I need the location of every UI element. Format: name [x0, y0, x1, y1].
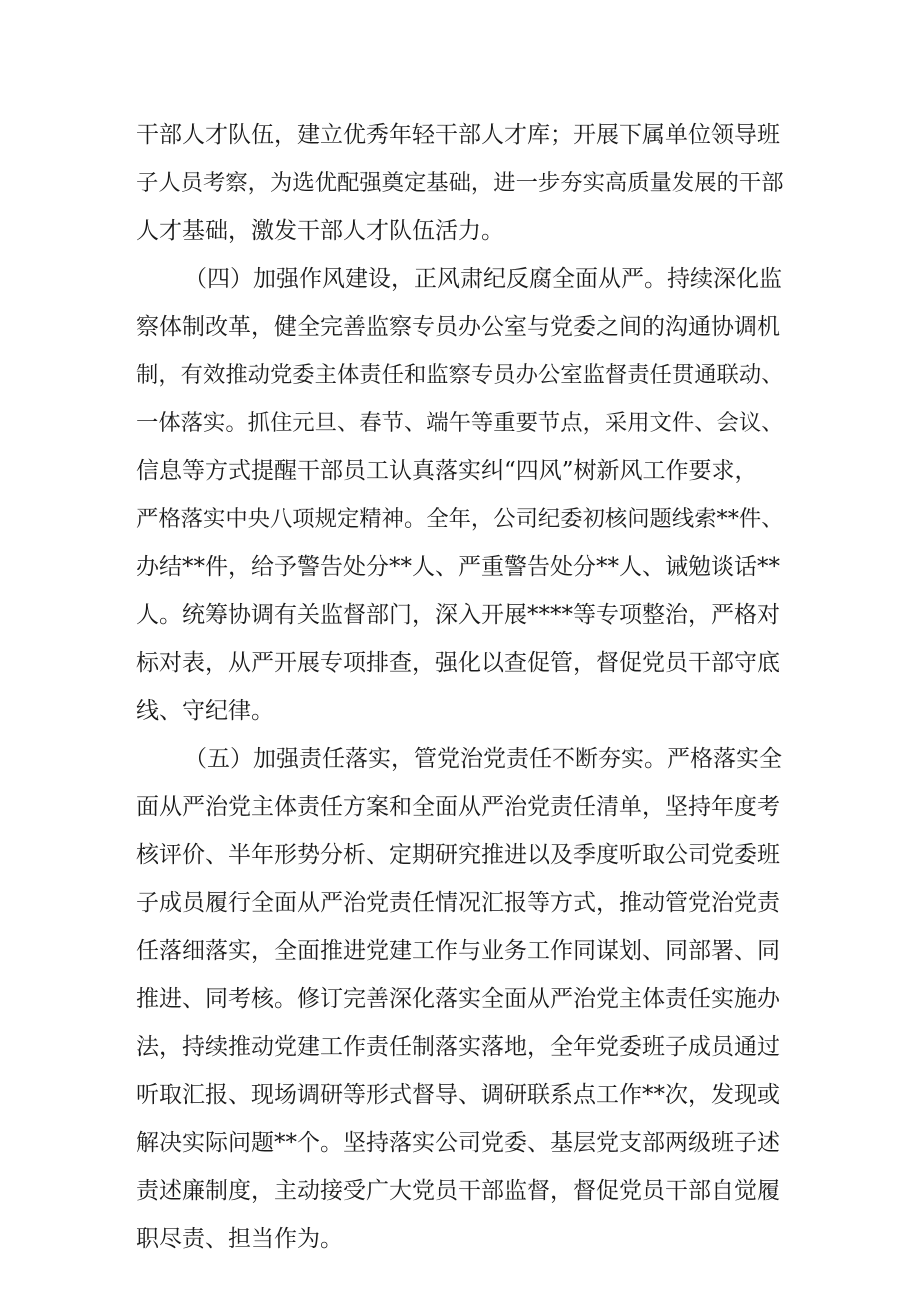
text-line: 子成员履行全面从严治党责任情况汇报等方式，推动管党治党责	[136, 890, 780, 916]
text-line: 人。统筹协调有关监督部门，深入开展****等专项整治，严格对	[136, 602, 780, 628]
text-line: 听取汇报、现场调研等形式督导、调研联系点工作**次，发现或	[136, 1082, 780, 1108]
text-line: 法，持续推动党建工作责任制落实落地，全年党委班子成员通过	[136, 1034, 780, 1060]
text-line: 一体落实。抓住元旦、春节、端午等重要节点，采用文件、会议、	[136, 410, 784, 436]
text-line: 办结**件，给予警告处分**人、严重警告处分**人、诫勉谈话**	[136, 554, 780, 580]
section-heading-four: （四）加强作风建设，正风肃纪反腐全面从严。持续深化监	[184, 266, 782, 292]
section-heading-five: （五）加强责任落实，管党治党责任不断夯实。严格落实全	[184, 746, 782, 772]
text-line: 制，有效推动党委主体责任和监察专员办公室监督责任贯通联动、	[136, 362, 784, 388]
text-line: 信息等方式提醒干部员工认真落实纠“四风”树新风工作要求，	[136, 458, 758, 484]
text-line: 推进、同考核。修订完善深化落实全面从严治党主体责任实施办	[136, 986, 780, 1012]
text-line: 人才基础，激发干部人才队伍活力。	[136, 218, 504, 244]
text-line: 面从严治党主体责任方案和全面从严治党责任清单，坚持年度考	[136, 794, 780, 820]
text-line: 线、守纪律。	[136, 698, 274, 724]
text-line: 解决实际问题**个。坚持落实公司党委、基层党支部两级班子述	[136, 1130, 780, 1156]
text-line: 任落细落实，全面推进党建工作与业务工作同谋划、同部署、同	[136, 938, 780, 964]
text-line: 严格落实中央八项规定精神。全年，公司纪委初核问题线索**件、	[136, 506, 784, 532]
text-line: 职尽责、担当作为。	[136, 1226, 343, 1252]
text-line: 子人员考察，为选优配强奠定基础，进一步夯实高质量发展的干部	[136, 170, 784, 196]
text-line: 核评价、半年形势分析、定期研究推进以及季度听取公司党委班	[136, 842, 780, 868]
text-line: 干部人才队伍，建立优秀年轻干部人才库；开展下属单位领导班	[136, 122, 780, 148]
text-line: 责述廉制度，主动接受广大党员干部监督，督促党员干部自觉履	[136, 1178, 780, 1204]
text-line: 标对表，从严开展专项排查，强化以查促管，督促党员干部守底	[136, 650, 780, 676]
text-line: 察体制改革，健全完善监察专员办公室与党委之间的沟通协调机	[136, 314, 780, 340]
